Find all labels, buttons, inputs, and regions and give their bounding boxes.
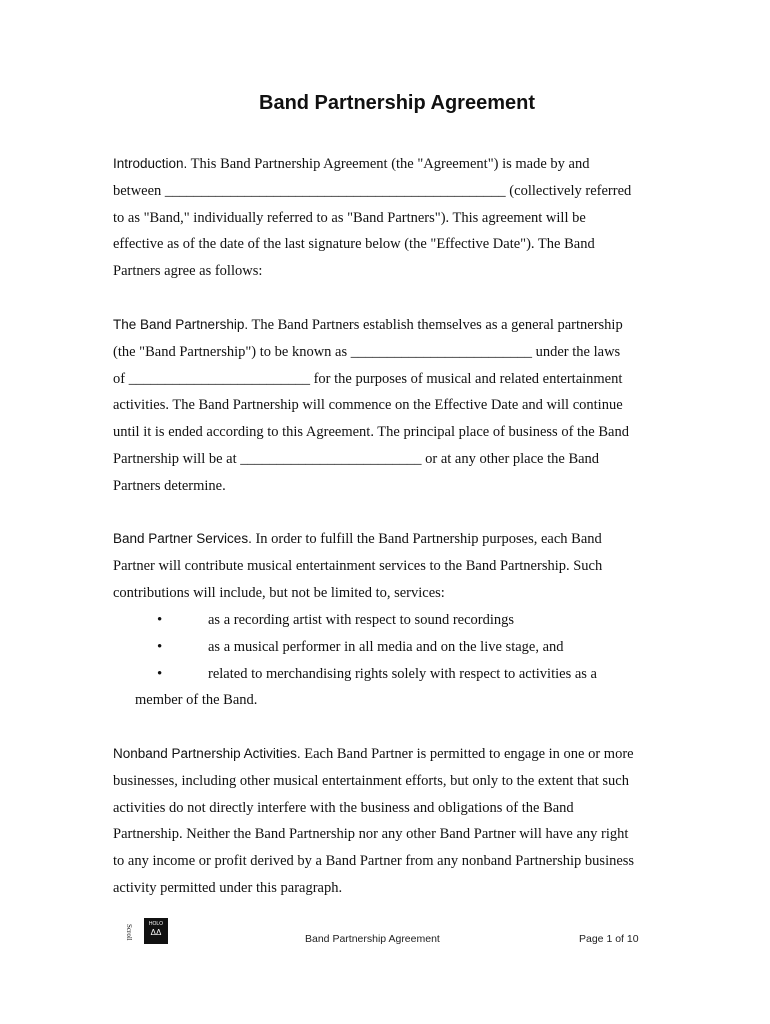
section-line: to any income or profit derived by a Band Partner from any nonband Partnership business bbox=[113, 853, 635, 870]
section-line: Partners agree as follows: bbox=[113, 263, 263, 280]
footer-doc-name: Band Partnership Agreement bbox=[305, 933, 440, 945]
bullet-icon: • bbox=[157, 612, 163, 628]
list-item: • as a musical performer in all media and on the live stage, and bbox=[113, 634, 663, 661]
logo-box-text: HOLO bbox=[148, 921, 164, 927]
section-line: Partners determine. bbox=[113, 477, 226, 494]
bullet-icon: • bbox=[157, 666, 163, 682]
section-band-partnership bbox=[113, 312, 663, 500]
section-line: Partnership will be at _________________________ or at any other place the Band bbox=[113, 450, 600, 467]
section-heading: Band Partner Services. bbox=[113, 531, 252, 546]
section-line: effective as of the date of the last signature below (the "Effective Date"). The Band bbox=[113, 236, 595, 253]
section-line: activities. The Band Partnership will commence on the Effective Date and will continue bbox=[113, 397, 623, 414]
section-line: Nonband Partnership Activities. Each Band Partner is permitted to engage in one or more bbox=[113, 746, 634, 762]
bullet-icon: • bbox=[157, 639, 163, 655]
section-line: of _________________________ for the purposes of musical and related entertainment bbox=[113, 370, 623, 387]
section-heading: The Band Partnership. bbox=[113, 317, 249, 332]
section-line: activity permitted under this paragraph. bbox=[113, 879, 343, 896]
section-line: (the "Band Partnership") to be known as _________________________ under the laws bbox=[113, 343, 621, 360]
list-item: • related to merchandising rights solely with respect to activities as a bbox=[113, 661, 663, 688]
section-line: Partner will contribute musical entertainment services to the Band Partnership. Such bbox=[113, 557, 603, 574]
section-line: Band Partner Services. In order to fulfill the Band Partnership purposes, each Band bbox=[113, 531, 602, 547]
logo-box bbox=[144, 918, 168, 944]
section-line: Partnership. Neither the Band Partnership nor any other Band Partner will have any right bbox=[113, 826, 629, 843]
section-line: until it is ended according to this Agreement. The principal place of business of the Band bbox=[113, 424, 629, 441]
section-line: contributions will include, but not be limited to, services: bbox=[113, 584, 445, 601]
section-heading: Nonband Partnership Activities. bbox=[113, 746, 301, 761]
section-line: businesses, including other musical entertainment efforts, but only to the extent that such bbox=[113, 772, 629, 789]
section-band-partner-services bbox=[113, 526, 663, 606]
document-title: Band Partnership Agreement bbox=[259, 92, 535, 114]
list-item: • as a recording artist with respect to sound recordings bbox=[113, 607, 663, 634]
footer-page-number: Page 1 of 10 bbox=[579, 933, 639, 945]
list-continuation: member of the Band. bbox=[135, 692, 258, 708]
logo-glyph-icon: ΔΔ bbox=[150, 928, 162, 937]
section-introduction bbox=[113, 151, 663, 285]
section-heading: Introduction. bbox=[113, 156, 188, 171]
section-line: The Band Partnership. The Band Partners establish themselves as a general partnership bbox=[113, 317, 623, 333]
logo-side-text: Scroll bbox=[125, 924, 133, 941]
section-line: activities do not directly interfere with the business and obligations of the Band bbox=[113, 799, 574, 816]
section-line: Introduction. This Band Partnership Agreement (the "Agreement") is made by and bbox=[113, 156, 590, 172]
section-nonband-activities bbox=[113, 741, 663, 902]
section-line: to as "Band," individually referred to as "Band Partners"). This agreement will be bbox=[113, 209, 586, 226]
section-line: between _______________________________________________ (collectively referred bbox=[113, 182, 632, 199]
footer-logo bbox=[125, 918, 168, 944]
